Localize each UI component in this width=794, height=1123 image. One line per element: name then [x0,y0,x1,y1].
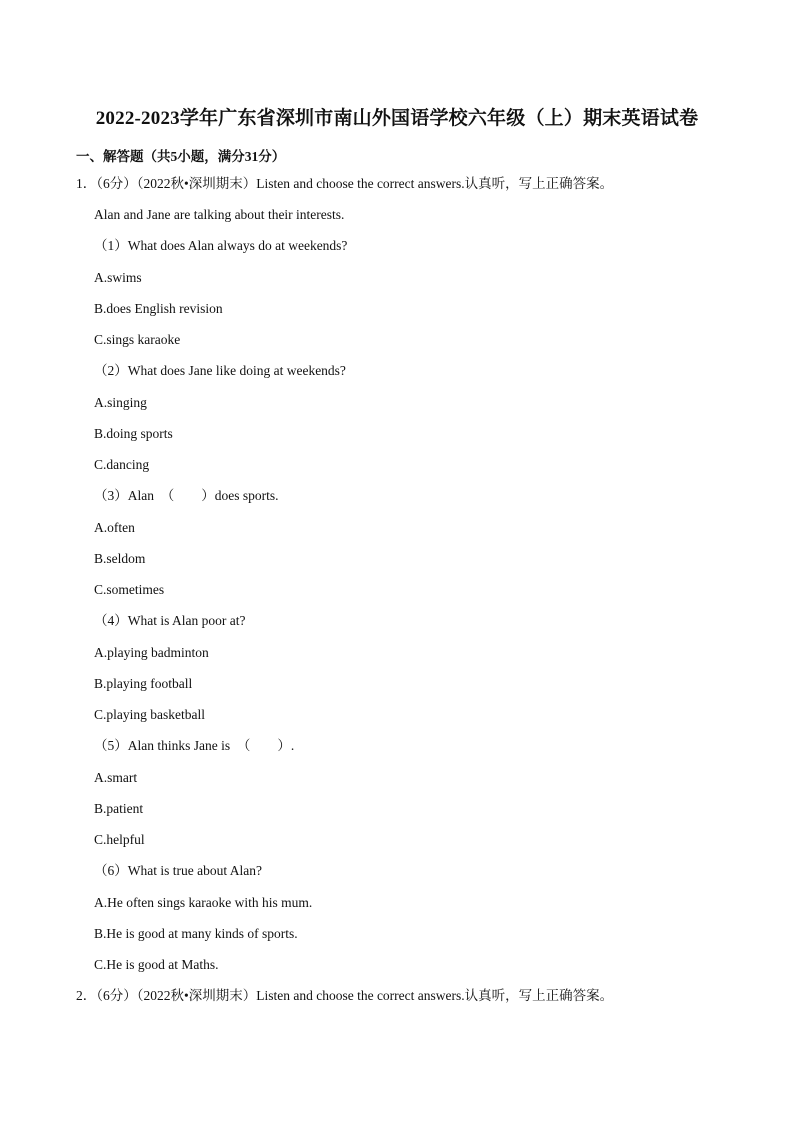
subquestion-4-option-b: B.playing football [94,676,193,691]
subquestion-1-prompt: （1）What does Alan always do at weekends? [94,238,348,253]
subquestion-6-prompt: （6）What is true about Alan? [94,863,262,878]
subquestion-1-option-b: B.does English revision [94,301,223,316]
subquestion-2-prompt: （2）What does Jane like doing at weekends? [94,363,346,378]
question-1-intro: Alan and Jane are talking about their interests. [94,207,345,222]
subquestion-1-option-a: A.swims [94,270,142,285]
subquestion-4-option-c: C.playing basketball [94,707,205,722]
subquestion-2-option-a: A.singing [94,395,147,410]
question-1-header: 1．（6分）（2022秋•深圳期末）Listen and choose the correct answers.认真听，写上正确答案。 [76,176,614,191]
subquestion-1-option-c: C.sings karaoke [94,332,181,347]
subquestion-5-option-c: C.helpful [94,832,145,847]
subquestion-2-option-b: B.doing sports [94,426,173,441]
subquestion-4-prompt: （4）What is Alan poor at? [94,613,246,628]
subquestion-3-option-b: B.seldom [94,551,146,566]
subquestion-6-option-b: B.He is good at many kinds of sports. [94,926,298,941]
section-heading: 一、解答题（共5小题，满分31分） [76,149,286,164]
subquestion-2-option-c: C.dancing [94,457,150,472]
subquestion-6-option-a: A.He often sings karaoke with his mum. [94,895,313,910]
subquestion-3-prompt: （3）Alan （ ）does sports. [94,488,279,503]
subquestion-4-option-a: A.playing badminton [94,645,209,660]
subquestion-5-option-b: B.patient [94,801,144,816]
subquestion-5-prompt: （5）Alan thinks Jane is （ ）. [94,738,295,753]
subquestion-3-option-a: A.often [94,520,135,535]
subquestion-5-option-a: A.smart [94,770,138,785]
subquestion-3-option-c: C.sometimes [94,582,165,597]
page-title: 2022-2023学年广东省深圳市南山外国语学校六年级（上）期末英语试卷 [95,108,699,129]
subquestion-6-option-c: C.He is good at Maths. [94,957,219,972]
question-2-header: 2．（6分）（2022秋•深圳期末）Listen and choose the correct answers.认真听，写上正确答案。 [76,988,614,1003]
